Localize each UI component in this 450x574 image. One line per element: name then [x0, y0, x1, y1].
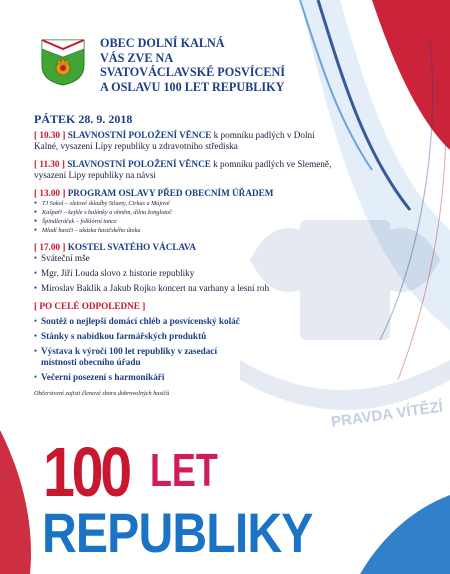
program-entry	[34, 188, 334, 235]
refreshment-note: Občerstvení zajistí členové sboru dobrovolných hasičů	[34, 390, 170, 397]
title-line-4: A OSLAVU 100 LET REPUBLIKY	[100, 79, 285, 94]
entry-title: SLAVNOSTNÍ POLOŽENÍ VĚNCE	[67, 130, 212, 140]
title-line-1: OBEC DOLNÍ KALNÁ	[100, 36, 225, 50]
entry-time: [ 17.00 ]	[34, 242, 66, 252]
entry-text: k pomníku padlých v Dolní Kalné, vysazení Lípy republiky u zdravotního střediska	[34, 130, 315, 151]
event-date: PÁTEK 28. 9. 2018	[34, 112, 133, 126]
entry-title: SLAVNOSTNÍ POLOŽENÍ VĚNCE	[67, 159, 211, 169]
invitation-title	[100, 36, 430, 94]
program-entry	[34, 130, 334, 152]
list-item: ● Večerní posezení s harmonikáři	[34, 372, 334, 383]
title-line-2: VÁS ZVE NA	[100, 50, 174, 65]
program-entry	[34, 242, 334, 294]
list-item: ● Výstava k výročí 100 let republiky v zasedací místnosti obecního úřadu	[34, 346, 334, 368]
big-word-republiky: REPUBLIKY	[42, 501, 313, 564]
title-line-3: SVATOVÁCLAVSKÉ POSVÍCENÍ	[100, 65, 286, 79]
list-item: ● Mgr. Jiří Louda slovo z historie republiky	[34, 268, 334, 279]
entry-text: k pomníku padlých ve Slemeně, vysazení Lípy republiky na návsi	[34, 159, 332, 180]
big-word-let: LET	[150, 444, 218, 496]
list-item: ● Kašpaři – kejkle s balónky a ohněm, dílna žonglotoč	[34, 208, 334, 217]
list-item: ● TJ Sokol – sletové skladby Siluety, Cirkus a Májové	[34, 199, 334, 208]
list-item: ● Sváteční mše	[34, 253, 334, 264]
entry-time: [ PO CELÉ ODPOLEDNE ]	[34, 301, 146, 311]
watermark-text: PRAVDA VÍTĚZÍ	[330, 398, 444, 431]
entry-time: [ 13.00 ]	[34, 188, 66, 198]
list-item: ● Miroslav Baklík a Jakub Rojko koncert na varhany a lesní roh	[34, 283, 334, 294]
bottom-right-ribbon	[360, 495, 450, 574]
entry-time: [ 11.30 ]	[34, 159, 65, 169]
entry-time: [ 10.30 ]	[34, 130, 66, 140]
list-item: ● Soutěž o nejlepší domácí chléb a posvícenský koláč	[34, 316, 334, 327]
entry-title: KOSTEL SVATÉHO VÁCLAVA	[67, 242, 197, 252]
list-item: ● Stánky s nabídkou farmářských produktů	[34, 331, 334, 342]
entry-title: PROGRAM OSLAVY PŘED OBECNÍM ÚŘADEM	[67, 188, 274, 198]
program-entry	[34, 159, 334, 181]
village-coat-of-arms-icon	[38, 37, 88, 87]
list-item: ● Špindleráček – folklórní tance	[34, 217, 334, 226]
program-entry	[34, 301, 334, 383]
list-item: ● Mladí hasiči – ukázka hasičského útoku	[34, 226, 334, 235]
bottom-left-ribbon	[0, 430, 31, 574]
big-number-100: 100	[43, 433, 129, 511]
program-list	[34, 127, 334, 399]
